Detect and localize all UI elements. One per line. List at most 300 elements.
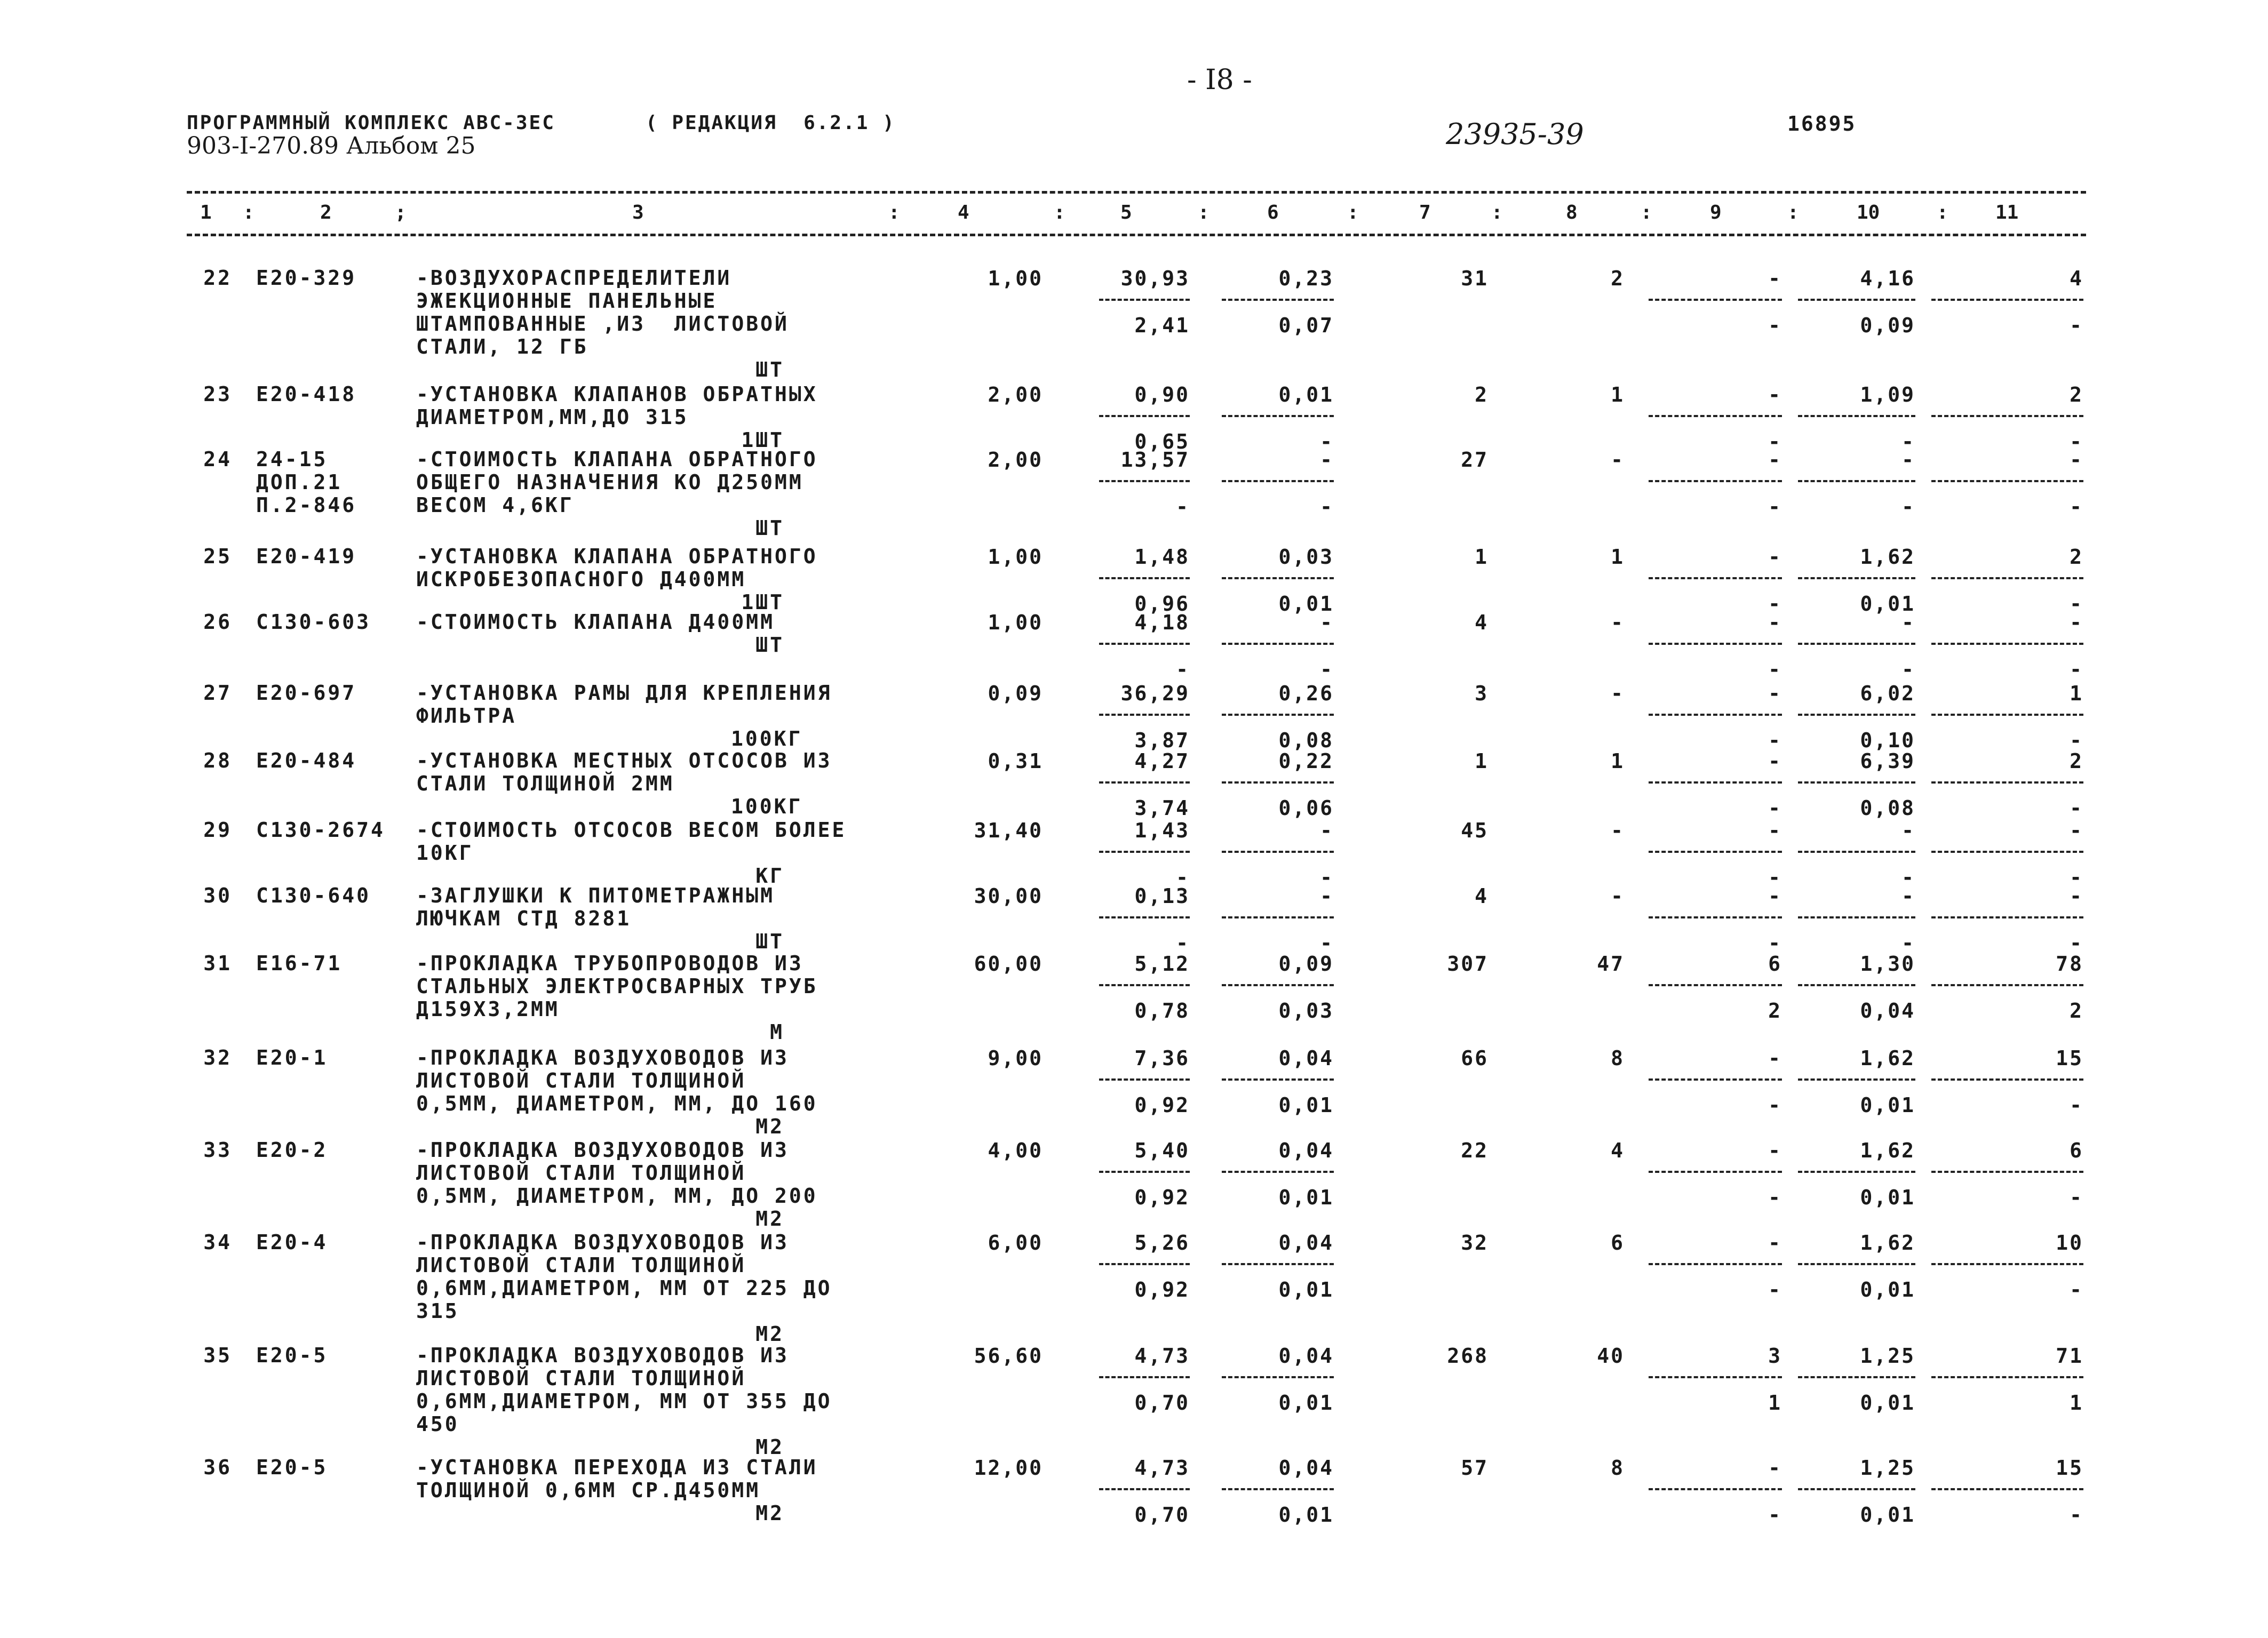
item-description: -СТОИМОСТЬ ОТСОСОВ ВЕСОМ БОЛЕЕ [416, 818, 847, 842]
column-header-cell: 7 [1419, 202, 1431, 223]
column-header-cell: 6 [1267, 202, 1279, 223]
cost-value: 0,70 [1134, 1503, 1190, 1527]
quantity-value: 1,00 [988, 611, 1043, 634]
machine-value: - [1768, 267, 1782, 290]
edition-label: ( РЕДАКЦИЯ 6.2.1 ) [646, 112, 896, 134]
item-code: С130-603 [256, 610, 371, 634]
cost-value: 4,18 [1134, 611, 1190, 634]
item-description: СТАЛИ ТОЛЩИНОЙ 2ММ [416, 772, 674, 795]
cell-underline [1798, 714, 1915, 716]
wage-value: - [1320, 611, 1334, 634]
item-description: СТАЛИ, 12 ГБ [416, 335, 588, 358]
labour-value: 0,01 [1860, 1391, 1915, 1415]
cell-underline [1649, 984, 1782, 986]
labour-total-value: - [2070, 866, 2083, 889]
total-value: 4 [1475, 884, 1489, 908]
item-description: -ЗАГЛУШКИ К ПИТОМЕТРАЖНЫМ [416, 884, 775, 907]
labour-total-value: - [2070, 658, 2083, 681]
labour-value: 0,01 [1860, 592, 1915, 616]
cell-underline [1222, 714, 1334, 716]
cell-underline [1931, 984, 2083, 986]
cell-underline [1099, 415, 1190, 417]
labour-total-value: - [2070, 729, 2083, 752]
item-unit: М [770, 1020, 784, 1044]
machine-value: 6 [1768, 952, 1782, 976]
machine-value: - [1768, 1093, 1782, 1117]
cell-underline [1649, 1078, 1782, 1081]
quantity-value: 9,00 [988, 1046, 1043, 1070]
item-description: 450 [416, 1412, 459, 1436]
item-description: ДИАМЕТРОМ,ММ,ДО 315 [416, 405, 689, 429]
item-description: -УСТАНОВКА ПЕРЕХОДА ИЗ СТАЛИ [416, 1456, 818, 1479]
labour-total-value: - [2070, 448, 2083, 472]
cost-value: 0,65 [1134, 430, 1190, 453]
cell-underline [1931, 643, 2083, 645]
machine-value: 3 [1768, 1344, 1782, 1368]
wage-value: 0,09 [1278, 952, 1334, 976]
cell-underline [1798, 1171, 1915, 1173]
item-code: С130-640 [256, 884, 371, 907]
machine-value: - [1768, 1231, 1782, 1255]
item-description: -УСТАНОВКА КЛАПАНА ОБРАТНОГО [416, 545, 818, 568]
item-description: -ВОЗДУХОРАСПРЕДЕЛИТЕЛИ [416, 266, 732, 290]
quantity-value: 0,31 [988, 749, 1043, 773]
labour-value: - [1901, 495, 1915, 518]
item-description: ОБЩЕГО НАЗНАЧЕНИЯ КО Д250ММ [416, 470, 803, 494]
column-header-cell: ; [395, 202, 407, 223]
wage-value: 0,22 [1278, 749, 1334, 773]
labour-value: 1,62 [1860, 1139, 1915, 1162]
column-header-cell: : [1787, 202, 1799, 223]
program-line: ПРОГРАММНЫЙ КОМПЛЕКС АВС-3ЕС [187, 112, 555, 134]
machine-value: - [1768, 682, 1782, 705]
total-wage-value: 1 [1611, 749, 1625, 773]
total-value: 268 [1447, 1344, 1489, 1368]
labour-value: - [1901, 866, 1915, 889]
wage-value: 0,03 [1278, 999, 1334, 1022]
labour-total-value: - [2070, 796, 2083, 820]
cell-underline [1798, 1488, 1915, 1490]
item-unit: М2 [755, 1322, 784, 1346]
cell-underline [1099, 714, 1190, 716]
cell-underline [1222, 1171, 1334, 1173]
item-description: -УСТАНОВКА РАМЫ ДЛЯ КРЕПЛЕНИЯ [416, 681, 832, 705]
wage-value: 0,04 [1278, 1231, 1334, 1255]
total-wage-value: - [1611, 611, 1625, 634]
cell-underline [1099, 480, 1190, 482]
quantity-value: 60,00 [974, 952, 1043, 976]
labour-value: 1,62 [1860, 1231, 1915, 1255]
wage-value: 0,23 [1278, 267, 1334, 290]
machine-value: - [1768, 430, 1782, 453]
cell-underline [1931, 714, 2083, 716]
cell-underline [1931, 577, 2083, 579]
machine-value: - [1768, 658, 1782, 681]
item-description: ЛИСТОВОЙ СТАЛИ ТОЛЩИНОЙ [416, 1161, 746, 1185]
machine-value: - [1768, 796, 1782, 820]
cell-underline [1222, 781, 1334, 784]
cost-value: 30,93 [1120, 267, 1190, 290]
wage-value: 0,07 [1278, 314, 1334, 337]
item-unit: М2 [755, 1207, 784, 1231]
header-top-rule [187, 191, 2086, 194]
cell-underline [1222, 415, 1334, 417]
cell-underline [1222, 1263, 1334, 1265]
labour-total-value: 15 [2056, 1046, 2083, 1070]
labour-total-value: 1 [2070, 682, 2083, 705]
labour-total-value: - [2070, 1093, 2083, 1117]
column-header-cell: 3 [632, 202, 644, 223]
item-code: Е20-697 [256, 681, 357, 705]
row-number: 33 [203, 1138, 232, 1162]
cost-value: 1,43 [1134, 819, 1190, 842]
item-code: Е20-418 [256, 382, 357, 406]
item-unit: 100КГ [731, 795, 803, 818]
cell-underline [1222, 1376, 1334, 1378]
item-code: Е20-2 [256, 1138, 328, 1162]
cost-value: - [1176, 931, 1190, 955]
item-code: Е20-1 [256, 1046, 328, 1069]
item-unit: ШТ [755, 633, 784, 657]
machine-value: - [1768, 931, 1782, 955]
labour-total-value: 78 [2056, 952, 2083, 976]
item-unit: ШТ [755, 358, 784, 381]
labour-total-value: 6 [2070, 1139, 2083, 1162]
item-unit: М2 [755, 1115, 784, 1138]
column-header-cell: 8 [1566, 202, 1578, 223]
item-code: ДОП.21 [256, 470, 343, 494]
item-code: П.2-846 [256, 493, 357, 517]
labour-value: 1,09 [1860, 383, 1915, 406]
item-unit: 1ШТ [741, 428, 784, 452]
machine-value: - [1768, 611, 1782, 634]
row-number: 34 [203, 1231, 232, 1254]
labour-total-value: - [2070, 1278, 2083, 1301]
cell-underline [1099, 1263, 1190, 1265]
cost-value: 36,29 [1120, 682, 1190, 705]
total-wage-value: 8 [1611, 1456, 1625, 1480]
wage-value: 0,01 [1278, 1278, 1334, 1301]
row-number: 26 [203, 610, 232, 634]
cost-value: 0,78 [1134, 999, 1190, 1022]
cost-value: - [1176, 658, 1190, 681]
item-unit: ШТ [755, 516, 784, 540]
item-code: Е20-4 [256, 1231, 328, 1254]
quantity-value: 2,00 [988, 383, 1043, 406]
column-header-cell: : [1641, 202, 1652, 223]
column-header-cell: : [1198, 202, 1209, 223]
machine-value: - [1768, 729, 1782, 752]
cost-value: 5,40 [1134, 1139, 1190, 1162]
item-description: ШТАМПОВАННЫЕ ,ИЗ ЛИСТОВОЙ [416, 312, 789, 335]
cell-underline [1798, 577, 1915, 579]
column-header-cell: 10 [1857, 202, 1880, 223]
labour-value: 6,39 [1860, 749, 1915, 773]
wage-value: - [1320, 866, 1334, 889]
row-number: 35 [203, 1344, 232, 1367]
item-description: СТАЛЬНЫХ ЭЛЕКТРОСВАРНЫХ ТРУБ [416, 974, 818, 998]
column-header-cell: 5 [1120, 202, 1132, 223]
labour-total-value: 2 [2070, 749, 2083, 773]
total-value: 57 [1461, 1456, 1489, 1480]
quantity-value: 56,60 [974, 1344, 1043, 1368]
machine-value: - [1768, 495, 1782, 518]
row-number: 24 [203, 448, 232, 471]
wage-value: - [1320, 658, 1334, 681]
cell-underline [1798, 480, 1915, 482]
quantity-value: 1,00 [988, 267, 1043, 290]
cell-underline [1099, 577, 1190, 579]
total-value: 1 [1475, 545, 1489, 569]
cost-value: 0,96 [1134, 592, 1190, 616]
cell-underline [1931, 480, 2083, 482]
quantity-value: 0,09 [988, 682, 1043, 705]
machine-value: - [1768, 592, 1782, 616]
cost-value: 2,41 [1134, 314, 1190, 337]
item-description: -ПРОКЛАДКА ВОЗДУХОВОДОВ ИЗ [416, 1046, 789, 1069]
cell-underline [1931, 916, 2083, 918]
labour-value: 0,08 [1860, 796, 1915, 820]
total-wage-value: 2 [1611, 267, 1625, 290]
machine-value: - [1768, 314, 1782, 337]
item-unit: ШТ [755, 930, 784, 953]
wage-value: 0,08 [1278, 729, 1334, 752]
cell-underline [1649, 480, 1782, 482]
album-label: 903-I-270.89 Альбом 25 [187, 132, 476, 159]
quantity-value: 2,00 [988, 448, 1043, 472]
quantity-value: 12,00 [974, 1456, 1043, 1480]
item-description: -ПРОКЛАДКА ВОЗДУХОВОДОВ ИЗ [416, 1231, 789, 1254]
cost-value: 4,73 [1134, 1344, 1190, 1368]
wage-value: - [1320, 819, 1334, 842]
item-code: Е20-5 [256, 1456, 328, 1479]
total-wage-value: - [1611, 884, 1625, 908]
column-header-cell: : [1347, 202, 1359, 223]
labour-value: 0,01 [1860, 1503, 1915, 1527]
wage-value: 0,03 [1278, 545, 1334, 569]
labour-value: 0,10 [1860, 729, 1915, 752]
labour-total-value: 1 [2070, 1391, 2083, 1415]
header-bottom-rule [187, 234, 2086, 236]
machine-value: - [1768, 866, 1782, 889]
item-description: 0,6ММ,ДИАМЕТРОМ, ММ ОТ 225 ДО [416, 1276, 832, 1300]
item-description: 10КГ [416, 841, 474, 865]
cell-underline [1099, 1488, 1190, 1490]
row-number: 28 [203, 749, 232, 772]
labour-value: 1,62 [1860, 1046, 1915, 1070]
cell-underline [1931, 1171, 2083, 1173]
labour-total-value: - [2070, 819, 2083, 842]
cost-value: 0,90 [1134, 383, 1190, 406]
total-value: 66 [1461, 1046, 1489, 1070]
labour-total-value: 2 [2070, 383, 2083, 406]
total-wage-value: - [1611, 448, 1625, 472]
cell-underline [1649, 1171, 1782, 1173]
item-description: ИСКРОБЕЗОПАСНОГО Д400ММ [416, 568, 746, 591]
total-value: 4 [1475, 611, 1489, 634]
cell-underline [1931, 1078, 2083, 1081]
total-value: 31 [1461, 267, 1489, 290]
labour-value: 1,30 [1860, 952, 1915, 976]
labour-total-value: - [2070, 884, 2083, 908]
cell-underline [1099, 1171, 1190, 1173]
cell-underline [1099, 916, 1190, 918]
cell-underline [1222, 1078, 1334, 1081]
item-description: ЛИСТОВОЙ СТАЛИ ТОЛЩИНОЙ [416, 1367, 746, 1390]
labour-total-value: - [2070, 931, 2083, 955]
cell-underline [1649, 916, 1782, 918]
cell-underline [1222, 643, 1334, 645]
item-description: ВЕСОМ 4,6КГ [416, 493, 574, 517]
labour-total-value: - [2070, 1186, 2083, 1209]
item-code: Е20-329 [256, 266, 357, 290]
wage-value: 0,01 [1278, 1503, 1334, 1527]
cell-underline [1099, 1376, 1190, 1378]
cell-underline [1649, 1376, 1782, 1378]
wage-value: 0,04 [1278, 1046, 1334, 1070]
column-header-cell: : [1054, 202, 1065, 223]
item-unit: 1ШТ [741, 590, 784, 614]
cost-value: 0,92 [1134, 1093, 1190, 1117]
cost-value: - [1176, 495, 1190, 518]
item-description: ЭЖЕКЦИОННЫЕ ПАНЕЛЬНЫЕ [416, 289, 718, 313]
labour-total-value: 2 [2070, 545, 2083, 569]
row-number: 25 [203, 545, 232, 568]
row-number: 23 [203, 382, 232, 406]
labour-value: - [1901, 448, 1915, 472]
cell-underline [1931, 781, 2083, 784]
wage-value: 0,01 [1278, 383, 1334, 406]
total-value: 27 [1461, 448, 1489, 472]
cost-value: 4,27 [1134, 749, 1190, 773]
row-number: 32 [203, 1046, 232, 1069]
cost-value: 0,92 [1134, 1278, 1190, 1301]
machine-value: - [1768, 448, 1782, 472]
machine-value: - [1768, 1046, 1782, 1070]
item-code: Е16-71 [256, 952, 343, 975]
cell-underline [1099, 1078, 1190, 1081]
row-number: 22 [203, 266, 232, 290]
column-header-cell: 4 [958, 202, 969, 223]
cell-underline [1099, 984, 1190, 986]
row-number: 29 [203, 818, 232, 842]
total-value: 3 [1475, 682, 1489, 705]
total-wage-value: 6 [1611, 1231, 1625, 1255]
machine-value: - [1768, 1186, 1782, 1209]
wage-value: 0,06 [1278, 796, 1334, 820]
cell-underline [1649, 781, 1782, 784]
item-description: -ПРОКЛАДКА ВОЗДУХОВОДОВ ИЗ [416, 1344, 789, 1367]
wage-value: - [1320, 430, 1334, 453]
quantity-value: 6,00 [988, 1231, 1043, 1255]
quantity-value: 30,00 [974, 884, 1043, 908]
machine-value: - [1768, 1456, 1782, 1480]
item-description: -СТОИМОСТЬ КЛАПАНА Д400ММ [416, 610, 775, 634]
labour-total-value: 15 [2056, 1456, 2083, 1480]
cell-underline [1222, 851, 1334, 853]
total-value: 32 [1461, 1231, 1489, 1255]
cell-underline [1099, 299, 1190, 301]
row-number: 31 [203, 952, 232, 975]
machine-value: - [1768, 545, 1782, 569]
column-header-cell: : [1491, 202, 1503, 223]
cell-underline [1649, 299, 1782, 301]
item-description: 0,5ММ, ДИАМЕТРОМ, ММ, ДО 160 [416, 1092, 818, 1115]
cost-value: 3,87 [1134, 729, 1190, 752]
labour-value: 4,16 [1860, 267, 1915, 290]
labour-value: - [1901, 611, 1915, 634]
labour-value: 6,02 [1860, 682, 1915, 705]
labour-total-value: 10 [2056, 1231, 2083, 1255]
cell-underline [1798, 781, 1915, 784]
item-unit: КГ [755, 864, 784, 888]
item-description: ТОЛЩИНОЙ 0,6ММ СР.Д450ММ [416, 1479, 761, 1502]
item-unit: М2 [755, 1501, 784, 1525]
row-number: 36 [203, 1456, 232, 1479]
machine-value: - [1768, 1278, 1782, 1301]
column-header-cell: 1 [200, 202, 212, 223]
item-description: -СТОИМОСТЬ КЛАПАНА ОБРАТНОГО [416, 448, 818, 471]
column-header-cell: 2 [320, 202, 332, 223]
total-wage-value: 4 [1611, 1139, 1625, 1162]
total-value: 22 [1461, 1139, 1489, 1162]
cost-value: 13,57 [1120, 448, 1190, 472]
cell-underline [1222, 299, 1334, 301]
cell-underline [1649, 577, 1782, 579]
cell-underline [1798, 415, 1915, 417]
column-header-cell: 11 [1995, 202, 2019, 223]
labour-value: 0,01 [1860, 1278, 1915, 1301]
cell-underline [1099, 781, 1190, 784]
labour-total-value: - [2070, 611, 2083, 634]
cost-value: 1,48 [1134, 545, 1190, 569]
cost-value: 5,26 [1134, 1231, 1190, 1255]
machine-value: 2 [1768, 999, 1782, 1022]
machine-value: - [1768, 1139, 1782, 1162]
item-unit: М2 [755, 1435, 784, 1459]
total-wage-value: 1 [1611, 545, 1625, 569]
cell-underline [1798, 851, 1915, 853]
cell-underline [1649, 714, 1782, 716]
total-wage-value: 8 [1611, 1046, 1625, 1070]
labour-value: 1,62 [1860, 545, 1915, 569]
machine-value: 1 [1768, 1391, 1782, 1415]
item-description: Д159Х3,2ММ [416, 997, 560, 1021]
labour-total-value: 71 [2056, 1344, 2083, 1368]
item-description: ЛИСТОВОЙ СТАЛИ ТОЛЩИНОЙ [416, 1069, 746, 1092]
wage-value: 0,01 [1278, 592, 1334, 616]
wage-value: - [1320, 495, 1334, 518]
wage-value: - [1320, 931, 1334, 955]
row-number: 30 [203, 884, 232, 907]
wage-value: 0,01 [1278, 1391, 1334, 1415]
labour-total-value: - [2070, 314, 2083, 337]
column-header-cell: : [888, 202, 900, 223]
wage-value: 0,01 [1278, 1093, 1334, 1117]
total-wage-value: - [1611, 682, 1625, 705]
labour-total-value: 4 [2070, 267, 2083, 290]
cell-underline [1222, 480, 1334, 482]
total-value: 2 [1475, 383, 1489, 406]
item-description: -УСТАНОВКА КЛАПАНОВ ОБРАТНЫХ [416, 382, 818, 406]
cost-value: 4,73 [1134, 1456, 1190, 1480]
wage-value: 0,04 [1278, 1139, 1334, 1162]
item-code: Е20-5 [256, 1344, 328, 1367]
page-number: - I8 - [1187, 64, 1252, 96]
quantity-value: 31,40 [974, 819, 1043, 842]
cell-underline [1798, 1078, 1915, 1081]
total-wage-value: 40 [1597, 1344, 1625, 1368]
